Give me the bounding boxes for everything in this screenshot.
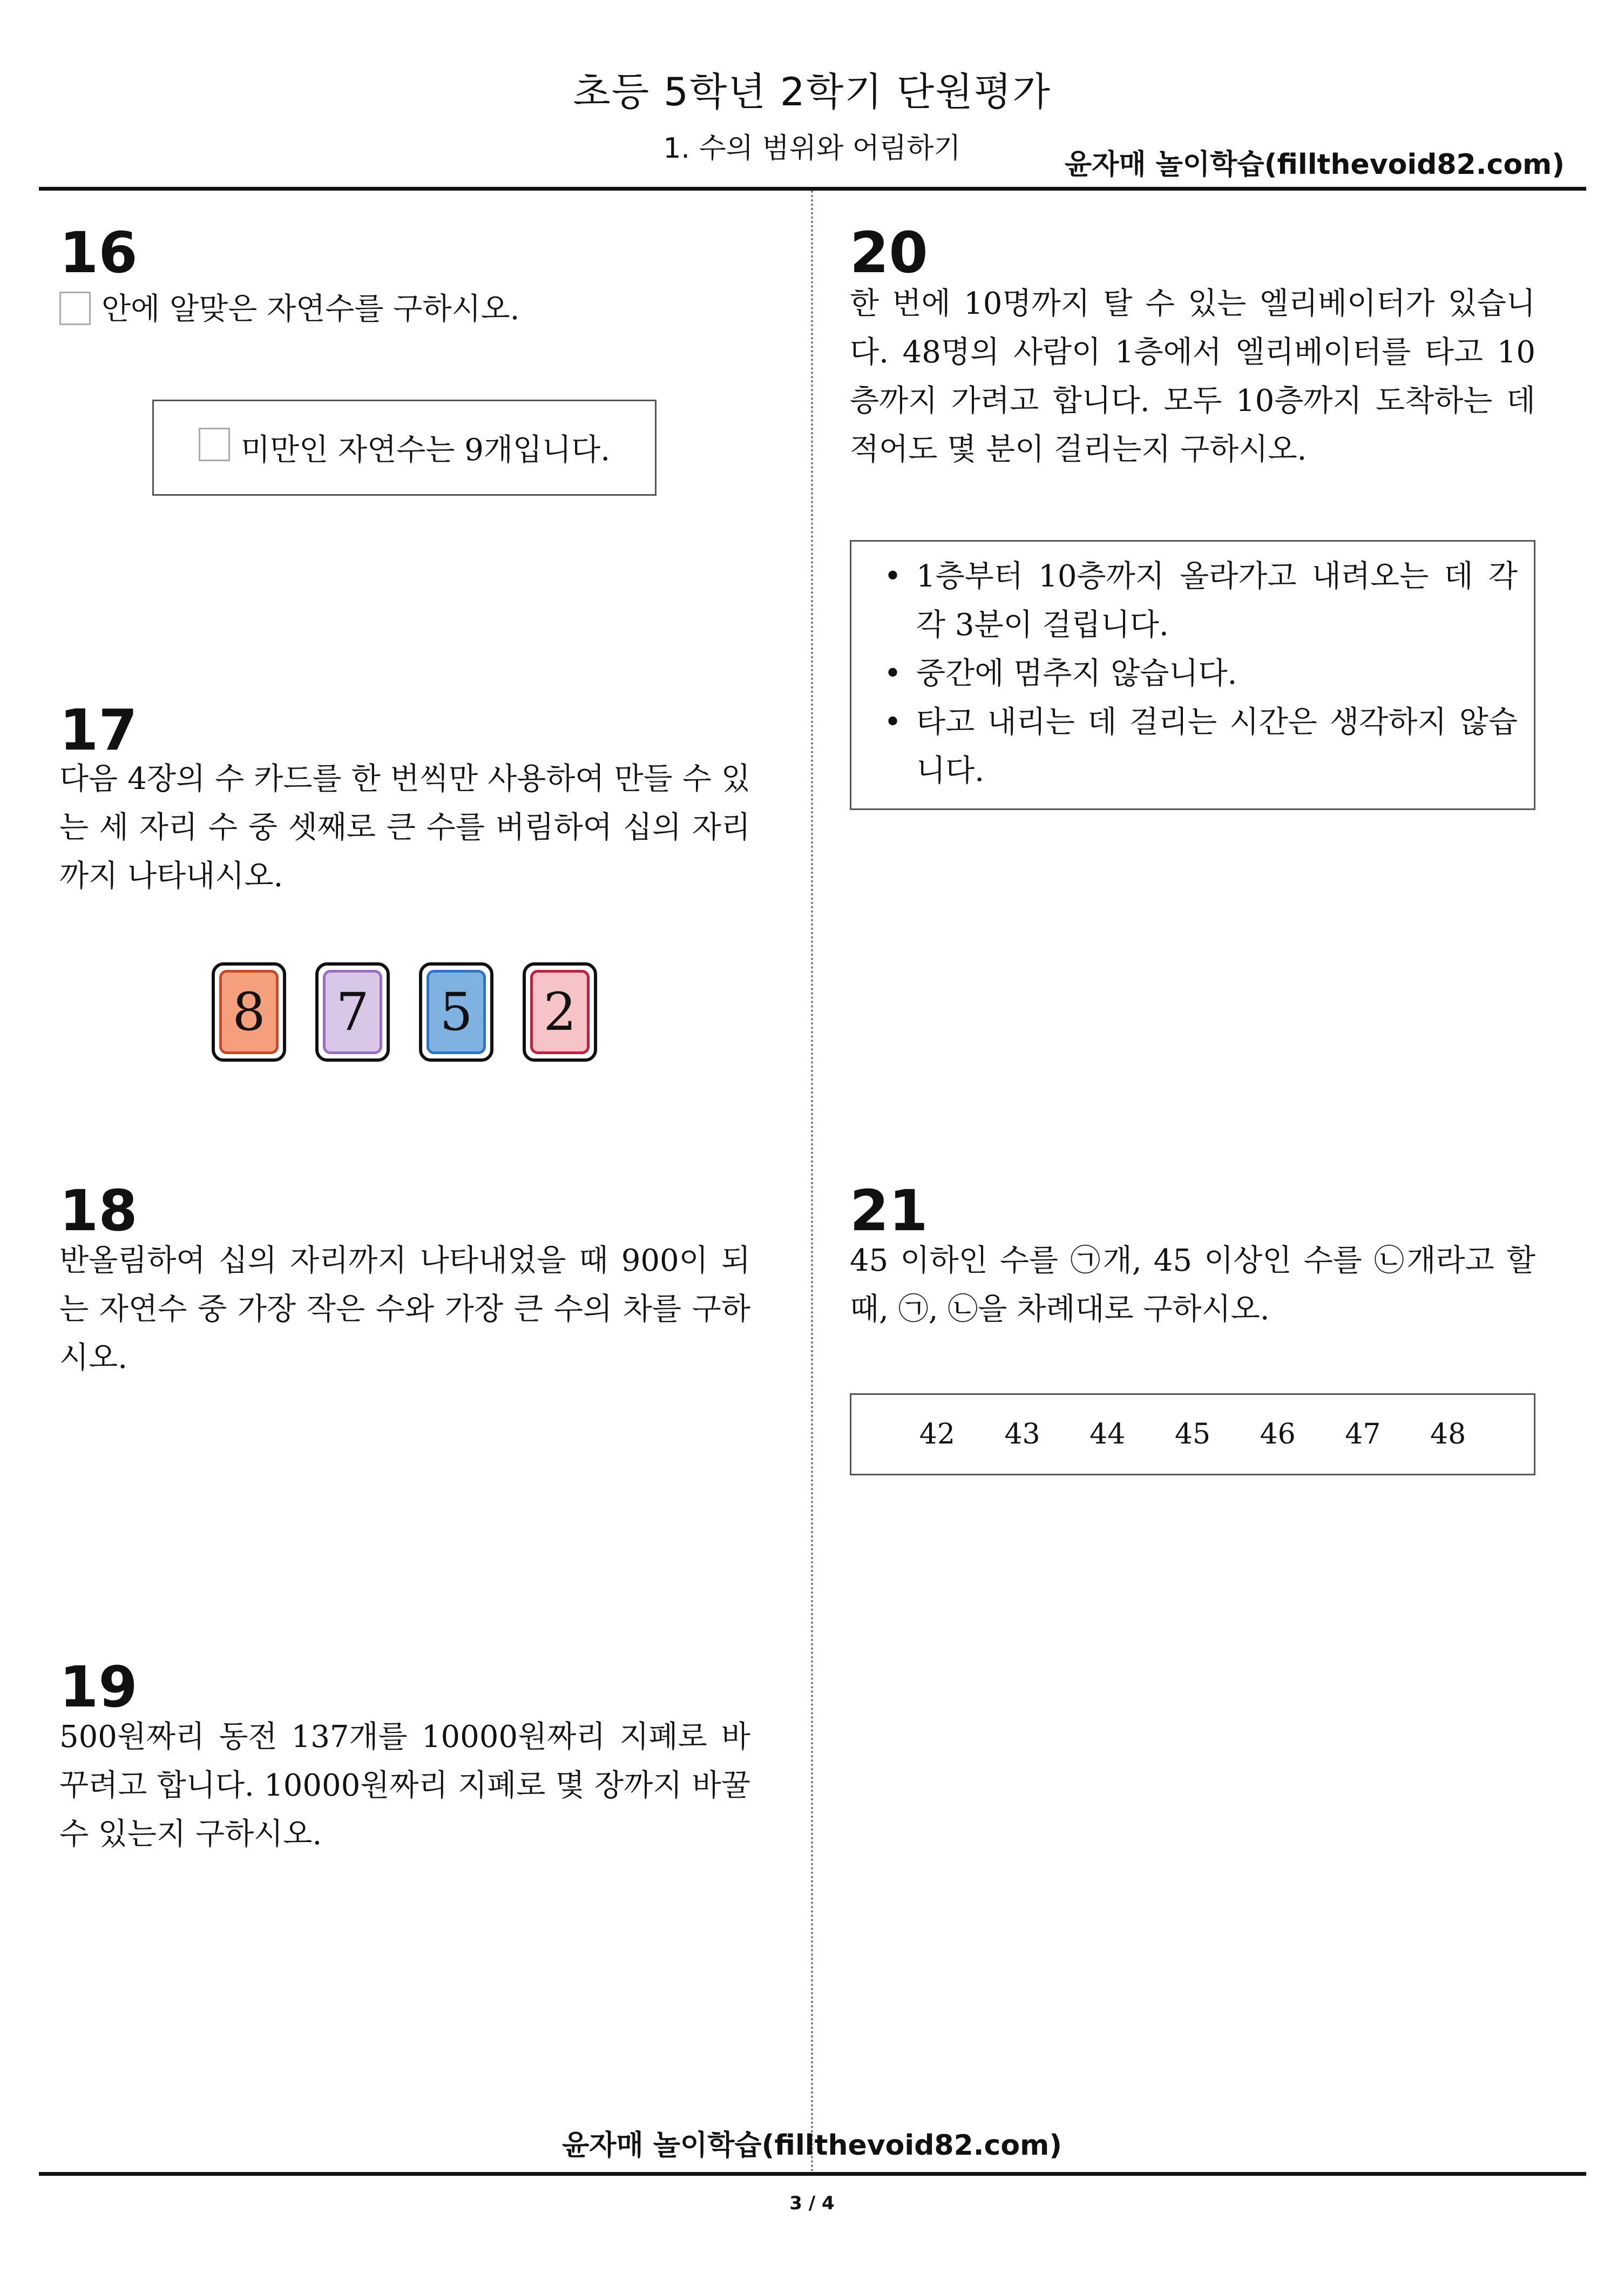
question-17-text: 다음 4장의 수 카드를 한 번씩만 사용하여 만들 수 있는 세 자리 수 중 셋째로 큰 수를 버림하여 십의 자리까지 나타내시오. (59, 761, 750, 894)
footer-rule (39, 2172, 1586, 2176)
question-20-number: 20 (850, 220, 928, 286)
question-17-number: 17 (59, 697, 138, 763)
question-16-number: 16 (59, 220, 138, 286)
brand-footer: 윤자매 놀이학습(fillthevoid82.com) (561, 2129, 1063, 2162)
question-21-number: 21 (850, 1178, 928, 1244)
question-19-text: 500원짜리 동전 137개를 10000원짜리 지폐로 바꾸려고 합니다. 10000원짜리 지폐로 몇 장까지 바꿀 수 있는지 구하시오. (59, 1719, 750, 1852)
condition-item: • 중간에 멈추지 않습니다. (878, 650, 1518, 698)
column-divider (811, 191, 813, 2178)
number-item: 47 (1345, 1418, 1381, 1451)
question-16-condition: 미만인 자연수는 9개입니다. (240, 433, 611, 468)
question-19-number: 19 (59, 1654, 138, 1720)
number-card-value: 5 (427, 970, 486, 1054)
unit-subtitle: 1. 수의 범위와 어림하기 (663, 132, 961, 165)
number-item: 48 (1430, 1418, 1466, 1451)
number-item: 44 (1090, 1418, 1126, 1451)
number-card-value: 2 (530, 970, 590, 1054)
number-card (523, 962, 597, 1062)
number-card-value: 7 (323, 970, 382, 1054)
answer-blank-box (59, 292, 91, 325)
number-card-value: 8 (219, 970, 279, 1054)
question-21-text: 45 이하인 수를 ㉠개, 45 이상인 수를 ㉡개라고 할 때, ㉠, ㉡을 차례대로 구하시오. (850, 1243, 1535, 1327)
number-card (315, 962, 390, 1062)
condition-item: • 타고 내리는 데 걸리는 시간은 생각하지 않습니다. (878, 698, 1518, 795)
answer-blank-box (199, 428, 230, 461)
number-cards (212, 962, 597, 1062)
number-item: 46 (1260, 1418, 1296, 1451)
page-number: 3 / 4 (789, 2193, 835, 2214)
question-16-condition-box (152, 400, 657, 496)
question-20-text: 한 번에 10명까지 탈 수 있는 엘리베이터가 있습니다. 48명의 사람이 1층에서 엘리베이터를 타고 10층까지 가려고 합니다. 모두 10층까지 도착하는 데 적어도 몇 분이 걸리는지 구하시오. (850, 286, 1535, 467)
question-18-text: 반올림하여 십의 자리까지 나타내었을 때 900이 되는 자연수 중 가장 작은 수와 가장 큰 수의 차를 구하시오. (59, 1243, 750, 1375)
number-card (212, 962, 286, 1062)
question-21-number-box (850, 1393, 1535, 1475)
question-16-prompt: 안에 알맞은 자연수를 구하시오. (102, 292, 520, 327)
number-card (419, 962, 493, 1062)
question-18-number: 18 (59, 1178, 138, 1244)
header-rule (39, 187, 1586, 191)
number-item: 45 (1174, 1418, 1211, 1451)
number-item: 42 (919, 1418, 955, 1451)
page-title: 초등 5학년 2학기 단원평가 (573, 69, 1051, 114)
question-16-text (59, 285, 750, 334)
condition-item: • 1층부터 10층까지 올라가고 내려오는 데 각각 3분이 걸립니다. (878, 552, 1518, 650)
question-20-condition-box (850, 540, 1535, 810)
number-item: 43 (1004, 1418, 1040, 1451)
brand-header: 윤자매 놀이학습(fillthevoid82.com) (1064, 149, 1565, 181)
